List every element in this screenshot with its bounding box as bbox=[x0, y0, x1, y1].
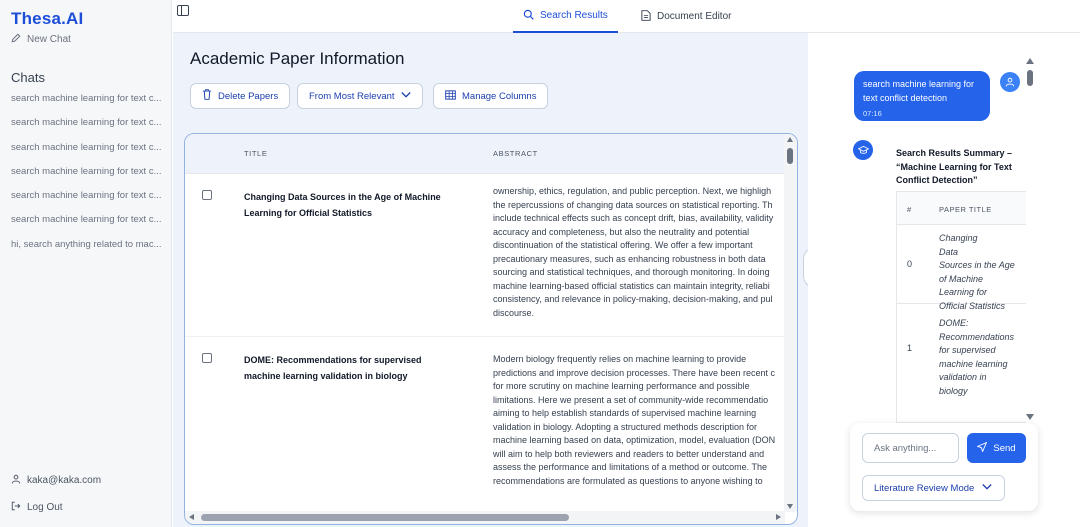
delete-papers-label: Delete Papers bbox=[218, 90, 279, 102]
summary-row bbox=[897, 305, 1026, 423]
trash-icon bbox=[202, 89, 212, 103]
new-chat-label: New Chat bbox=[27, 34, 71, 45]
scroll-left-arrow-icon[interactable] bbox=[189, 514, 194, 520]
sidebar bbox=[0, 0, 172, 527]
paper-abstract: ownership, ethics, regulation, and public perception. Next, we highligh the repercussions of changing data sources on statistical reporting. Th include technical effects such as concept drift, bias, availability, validity accuracy and completeness, but also the neutrality and potential discontinuation of the statistical offering. We offer a few important precautionary measures, such as enhancing robustness in both data sourcing and statistical techniques, and thorough monitoring. In doing machine learning-based official statistics can maintain integrity, reliabi consistency, and relevance in policy-making, decision-making, and pul discourse. bbox=[493, 186, 774, 318]
message-composer bbox=[850, 423, 1038, 511]
tab-document-editor[interactable] bbox=[631, 0, 741, 33]
column-header-paper-title: PAPER TITLE bbox=[939, 205, 992, 214]
user-account[interactable] bbox=[11, 474, 101, 487]
summary-row-title: DOME: Recommendations for supervised machine learning validation in biology bbox=[939, 318, 1015, 396]
delete-papers-button[interactable] bbox=[190, 83, 290, 109]
chat-history-item[interactable]: search machine learning for text c... bbox=[11, 117, 162, 129]
tab-label: Search Results bbox=[540, 10, 608, 21]
chat-vertical-scrollbar[interactable] bbox=[1026, 58, 1034, 420]
papers-table bbox=[184, 133, 798, 525]
summary-title: Search Results Summary – “Machine Learning for Text Conflict Detection” bbox=[896, 148, 1013, 185]
ask-input[interactable] bbox=[862, 433, 959, 463]
send-label: Send bbox=[993, 442, 1016, 454]
scroll-down-arrow-icon[interactable] bbox=[1026, 414, 1034, 420]
chat-history-item[interactable]: search machine learning for text c... bbox=[11, 93, 162, 104]
mode-label: Literature Review Mode bbox=[874, 482, 975, 494]
scroll-right-arrow-icon[interactable] bbox=[776, 514, 781, 520]
chevron-down-icon bbox=[401, 91, 411, 102]
chat-panel bbox=[808, 33, 1080, 527]
chat-list bbox=[11, 93, 163, 263]
column-header-abstract[interactable]: ABSTRACT bbox=[493, 149, 538, 158]
chat-history-item[interactable]: search machine learning for text c... bbox=[11, 190, 162, 202]
scroll-down-arrow-icon[interactable] bbox=[787, 504, 793, 509]
user-avatar-icon bbox=[1000, 72, 1020, 92]
summary-table-header bbox=[897, 192, 1026, 225]
manage-columns-label: Manage Columns bbox=[462, 90, 537, 102]
table-grid-icon bbox=[445, 90, 456, 103]
manage-columns-button[interactable] bbox=[433, 83, 548, 109]
message-timestamp: 07:16 bbox=[863, 109, 882, 118]
paper-title: DOME: Recommendations for supervised machine learning validation in biology bbox=[244, 355, 422, 381]
user-message-text: search machine learning for text conflict detection bbox=[863, 79, 975, 103]
sort-dropdown[interactable] bbox=[297, 83, 423, 109]
summary-row-title: Changing Data Sources in the Age of Machine Learning for Official Statistics bbox=[939, 233, 1015, 311]
document-icon bbox=[641, 10, 651, 24]
logout-button[interactable] bbox=[11, 501, 63, 514]
user-message-bubble bbox=[854, 71, 990, 121]
table-row bbox=[185, 175, 785, 337]
tab-label: Document Editor bbox=[657, 11, 732, 22]
app-logo: Thesa.AI bbox=[11, 9, 84, 28]
chat-history-item[interactable]: search machine learning for text c... bbox=[11, 214, 162, 226]
summary-row-number: 0 bbox=[907, 259, 913, 269]
sidebar-toggle-icon[interactable] bbox=[177, 5, 189, 16]
scroll-thumb[interactable] bbox=[787, 148, 793, 164]
table-row bbox=[185, 338, 785, 513]
search-icon bbox=[523, 9, 534, 23]
table-vertical-scrollbar[interactable] bbox=[784, 134, 797, 512]
logout-label: Log Out bbox=[27, 502, 63, 513]
scroll-thumb[interactable] bbox=[201, 514, 569, 521]
row-checkbox[interactable] bbox=[202, 353, 212, 363]
summary-table bbox=[896, 191, 1026, 423]
main-panel bbox=[173, 33, 808, 527]
send-icon bbox=[977, 442, 987, 455]
tab-search-results[interactable] bbox=[513, 0, 618, 33]
user-icon bbox=[11, 474, 21, 487]
mode-dropdown[interactable] bbox=[862, 475, 1005, 501]
paper-abstract: Modern biology frequently relies on machine learning to provide predictions and improve decision processes. There have been recent c for more scrutiny on machine learning performance and possible limitations. Here we present a set of community-wide recommendatio aiming to help establish standards of supervised machine learning validation in biology. Adopting a structured methods description for machine learning based on data, optimization, model, evaluation (DON will aim to help both reviewers and readers to better understand and assess the performance and limitations of a method or outcome. The recommendations are formulated as questions to anyone wishing to bbox=[493, 354, 776, 486]
chat-history-item[interactable]: hi, search anything related to mac... bbox=[11, 238, 162, 250]
sort-label: From Most Relevant bbox=[309, 90, 395, 102]
table-header bbox=[185, 134, 785, 174]
column-header-title[interactable]: TITLE bbox=[244, 149, 268, 158]
chat-history-item[interactable]: search machine learning for text c... bbox=[11, 165, 162, 177]
scroll-thumb[interactable] bbox=[1027, 70, 1033, 86]
pencil-icon bbox=[11, 33, 21, 46]
top-bar bbox=[173, 0, 1080, 33]
table-horizontal-scrollbar[interactable] bbox=[185, 511, 785, 524]
user-email: kaka@kaka.com bbox=[27, 475, 102, 486]
chat-history-item[interactable]: search machine learning for text c... bbox=[11, 141, 162, 153]
summary-row-number: 1 bbox=[907, 343, 913, 353]
summary-row bbox=[897, 226, 1026, 311]
scroll-up-arrow-icon[interactable] bbox=[787, 137, 793, 142]
graduation-cap-icon bbox=[853, 140, 873, 160]
logout-icon bbox=[11, 501, 21, 514]
chats-heading: Chats bbox=[11, 70, 45, 85]
new-chat-button[interactable] bbox=[11, 33, 71, 46]
chevron-down-icon bbox=[982, 483, 992, 494]
scroll-up-arrow-icon[interactable] bbox=[1026, 58, 1034, 64]
column-header-num: # bbox=[907, 205, 912, 214]
row-checkbox[interactable] bbox=[202, 190, 212, 200]
send-button[interactable] bbox=[967, 433, 1026, 463]
page-title: Academic Paper Information bbox=[190, 49, 405, 68]
paper-title: Changing Data Sources in the Age of Machine Learning for Official Statistics bbox=[244, 192, 441, 218]
